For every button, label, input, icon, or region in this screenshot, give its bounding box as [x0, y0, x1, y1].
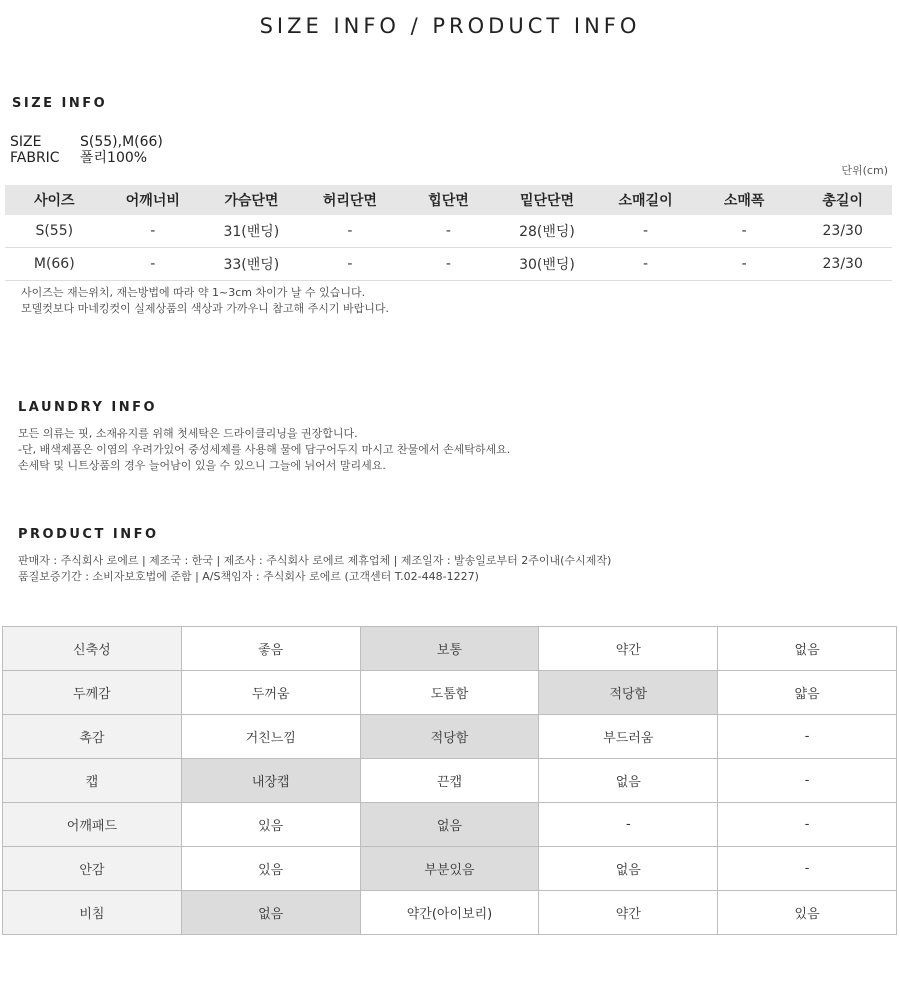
attribute-option: 없음 [539, 759, 718, 803]
attribute-option: 약간(아이보리) [360, 891, 539, 935]
table-cell: - [399, 215, 498, 248]
attribute-row [3, 715, 897, 759]
size-spec [10, 134, 163, 151]
attribute-name: 캡 [3, 759, 182, 803]
attribute-option: - [718, 847, 897, 891]
attribute-row [3, 891, 897, 935]
header-shoulder: 어깨너비 [104, 185, 203, 215]
attribute-option: 도톰함 [360, 671, 539, 715]
table-cell: - [301, 248, 400, 281]
attribute-option: 부드러움 [539, 715, 718, 759]
attribute-option: 약간 [539, 627, 718, 671]
table-cell: 33(밴딩) [202, 248, 301, 281]
attribute-option: 없음 [539, 847, 718, 891]
table-row [5, 215, 892, 248]
attribute-option-selected: 없음 [181, 891, 360, 935]
product-notes [18, 553, 611, 585]
table-cell: 30(밴딩) [498, 248, 597, 281]
size-value: S(55),M(66) [80, 134, 163, 150]
size-note: 모델컷보다 마네킹컷이 실제상품의 색상과 가까우니 참고해 주시기 바랍니다. [21, 302, 390, 315]
header-sleeve-length: 소매길이 [596, 185, 695, 215]
attribute-option: - [539, 803, 718, 847]
unit-label: 단위(cm) [841, 164, 888, 177]
header-sleeve-width: 소매폭 [695, 185, 794, 215]
table-cell: - [104, 248, 203, 281]
laundry-notes [18, 426, 510, 474]
attribute-option: 끈캡 [360, 759, 539, 803]
attribute-name: 두께감 [3, 671, 182, 715]
size-table-header [5, 185, 892, 215]
table-cell: 28(밴딩) [498, 215, 597, 248]
attribute-option: 두꺼움 [181, 671, 360, 715]
header-size: 사이즈 [5, 185, 104, 215]
attribute-name: 신축성 [3, 627, 182, 671]
size-notes [21, 285, 389, 317]
header-hip: 힙단면 [399, 185, 498, 215]
page-title: SIZE INFO / PRODUCT INFO [259, 14, 641, 38]
attribute-option: - [718, 803, 897, 847]
laundry-line: 손세탁 및 니트상품의 경우 늘어남이 있을 수 있으니 그늘에 뉘어서 말리세요. [18, 459, 386, 472]
attribute-row [3, 803, 897, 847]
attribute-row [3, 671, 897, 715]
attribute-option-selected: 적당함 [360, 715, 539, 759]
header-total-length: 총길이 [793, 185, 892, 215]
table-cell: - [695, 215, 794, 248]
attribute-table [2, 626, 897, 935]
table-cell: 31(밴딩) [202, 215, 301, 248]
attribute-option: 있음 [181, 847, 360, 891]
attribute-row [3, 627, 897, 671]
table-cell: - [399, 248, 498, 281]
table-cell: 23/30 [793, 248, 892, 281]
table-cell: - [695, 248, 794, 281]
attribute-name: 안감 [3, 847, 182, 891]
header-hem: 밑단단면 [498, 185, 597, 215]
table-cell: - [596, 248, 695, 281]
attribute-option: 얇음 [718, 671, 897, 715]
table-cell: S(55) [5, 215, 104, 248]
header-waist: 허리단면 [301, 185, 400, 215]
attribute-option-selected: 없음 [360, 803, 539, 847]
attribute-option: 좋음 [181, 627, 360, 671]
product-info-title: PRODUCT INFO [18, 527, 159, 542]
attribute-option-selected: 내장캡 [181, 759, 360, 803]
fabric-value: 폴리100% [80, 150, 148, 166]
table-cell: M(66) [5, 248, 104, 281]
attribute-option: 약간 [539, 891, 718, 935]
fabric-label: FABRIC [10, 150, 60, 166]
attribute-option-selected: 보통 [360, 627, 539, 671]
table-cell: 23/30 [793, 215, 892, 248]
attribute-option-selected: 부분있음 [360, 847, 539, 891]
product-line: 판매자 : 주식회사 로에르 | 제조국 : 한국 | 제조사 : 주식회사 로에르 제휴업체 | 제조일자 : 발송일로부터 2주이내(수시제작) [18, 554, 612, 567]
size-label: SIZE [10, 134, 42, 150]
laundry-line: -단, 배색제품은 이염의 우려가있어 중성세제를 사용해 물에 담구어두지 마시고 찬물에서 손세탁하세요. [18, 443, 511, 456]
attribute-option: 있음 [718, 891, 897, 935]
table-cell: - [301, 215, 400, 248]
attribute-option: 거친느낌 [181, 715, 360, 759]
laundry-info-title: LAUNDRY INFO [18, 400, 158, 415]
attribute-option: - [718, 759, 897, 803]
size-info-title: SIZE INFO [12, 96, 108, 111]
table-cell: - [104, 215, 203, 248]
attribute-option: 있음 [181, 803, 360, 847]
attribute-option: 없음 [718, 627, 897, 671]
table-cell: - [596, 215, 695, 248]
table-row [5, 248, 892, 281]
attribute-row [3, 759, 897, 803]
laundry-line: 모든 의류는 핏, 소재유지를 위해 첫세탁은 드라이클리닝을 권장합니다. [18, 427, 358, 440]
size-note: 사이즈는 재는위치, 재는방법에 따라 약 1~3cm 차이가 날 수 있습니다. [21, 286, 366, 299]
fabric-spec [10, 150, 147, 167]
size-table [5, 185, 892, 281]
attribute-row [3, 847, 897, 891]
header-chest: 가슴단면 [202, 185, 301, 215]
attribute-option-selected: 적당함 [539, 671, 718, 715]
product-line: 품질보증기간 : 소비자보호법에 준함 | A/S책임자 : 주식회사 로에르 (고객센터 T.02-448-1227) [18, 570, 479, 583]
attribute-option: - [718, 715, 897, 759]
attribute-name: 어깨패드 [3, 803, 182, 847]
attribute-name: 촉감 [3, 715, 182, 759]
attribute-name: 비침 [3, 891, 182, 935]
